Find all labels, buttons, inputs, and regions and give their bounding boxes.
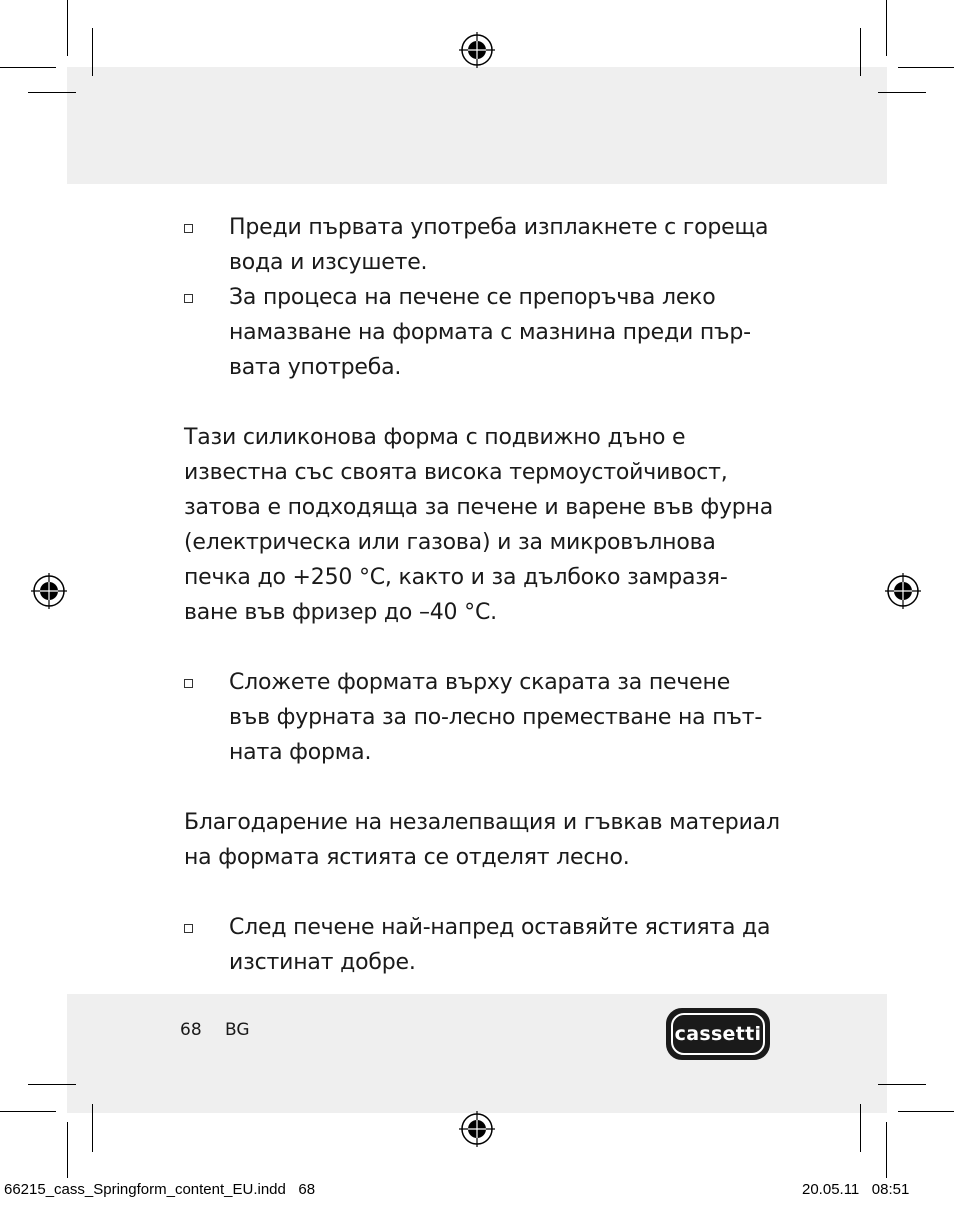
text-line: известна със своята висока термоустойчивост, [184,460,728,485]
registration-mark-left-icon [31,573,67,609]
text-line: Сложете формата върху скарата за печене [229,670,731,695]
text-line: (електрическа или газова) и за микровълнова [184,530,716,555]
language-code: BG [225,1020,250,1040]
bullet-item-baking-rack [184,665,784,770]
square-bullet-icon [184,294,193,303]
text-line: вода и изсушете. [229,250,428,275]
text-line: печка до +250 °C, както и за дълбоко замразя- [184,565,728,590]
text-line: Преди първата употреба изплакнете с гореща [229,215,769,240]
slug-file-info: 66215_cass_Springform_content_EU.indd 68 [4,1181,316,1198]
square-bullet-icon [184,224,193,233]
page-number: 68 [180,1020,202,1040]
logo-text: cassetti [674,1023,762,1045]
header-band [67,67,887,184]
text-line: на формата ястията се отделят лесно. [184,845,630,870]
registration-mark-bottom-icon [459,1111,495,1147]
paragraph-non-stick [184,805,784,875]
text-line: За процеса на печене се препоръчва леко [229,285,716,310]
square-bullet-icon [184,679,193,688]
text-line: ната форма. [229,740,372,765]
registration-mark-right-icon [885,573,921,609]
cassetti-logo [666,1008,770,1060]
instructions-content [184,210,784,980]
text-line: След печене най-напред оставяйте ястията да [229,915,771,940]
registration-mark-top-icon [459,32,495,68]
square-bullet-icon [184,924,193,933]
bullet-item-grease [184,280,784,385]
page-footer [180,1020,250,1040]
text-line: затова е подходяща за печене и варене във фурна [184,495,774,520]
text-line: изстинат добре. [229,950,416,975]
text-line: във фурната за по-лесно преместване на път- [229,705,763,730]
text-line: Благодарение на незалепващия и гъвкав материал [184,810,780,835]
text-line: вата употреба. [229,355,402,380]
text-line: Тази силиконова форма с подвижно дъно е [184,425,686,450]
paragraph-heat-resistance [184,420,784,630]
slug-date-time: 20.05.11 08:51 [802,1181,910,1198]
text-line: ване във фризер до –40 °C. [184,600,497,625]
text-line: намазване на формата с мазнина преди пър- [229,320,751,345]
bullet-item-cooling [184,910,784,980]
bullet-item-rinse [184,210,784,280]
